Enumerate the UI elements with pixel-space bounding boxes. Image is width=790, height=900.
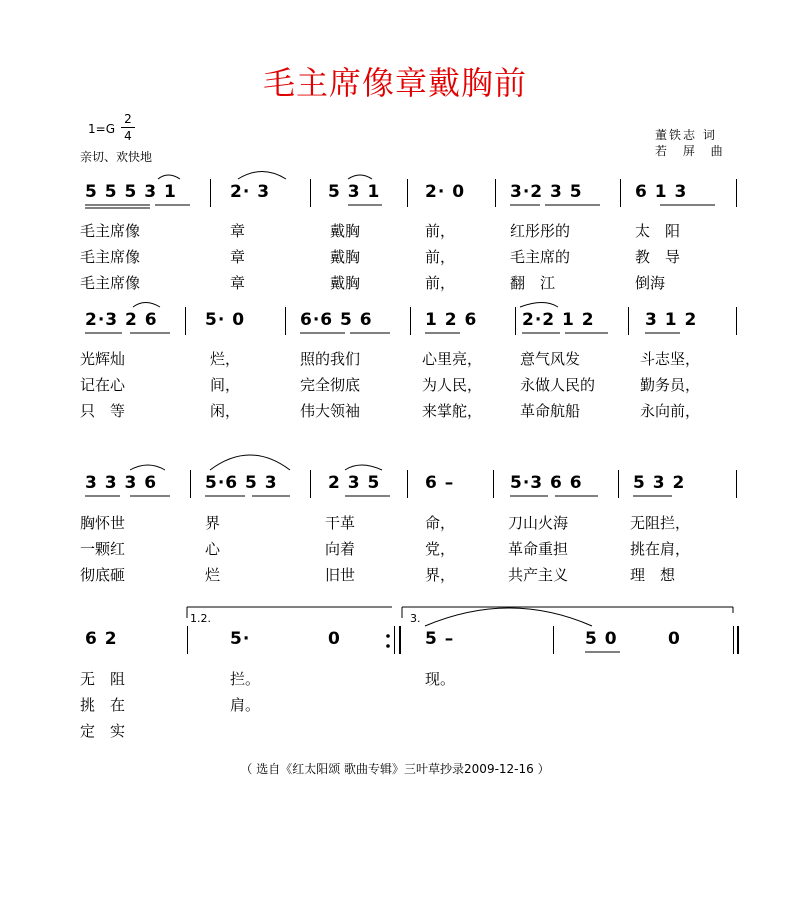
volta-3: 3. [410, 612, 421, 625]
time-signature-top: 2 [124, 112, 132, 126]
measure: 6·6 5 6 [300, 310, 373, 330]
measure: 0 [668, 629, 681, 649]
lyric-line: 只 等 闲， 伟大领袖 来掌舵， 革命航船 永向前， [80, 402, 701, 420]
measure: 5·3 6 6 [510, 473, 583, 493]
measure: 5 3 1 [328, 182, 381, 202]
lyric-line: 毛主席像 章 戴胸 前， 翻 江 倒海 [80, 274, 666, 292]
song-title: 毛主席像章戴胸前 [262, 64, 527, 102]
measure: 3·2 3 5 [510, 182, 583, 202]
measure: 2·3 2 6 [85, 310, 158, 330]
measure: 5 – [425, 629, 455, 649]
measure: 6 2 [85, 629, 118, 649]
time-signature [121, 112, 135, 143]
lyric-line: 光辉灿 烂， 照的我们 心里亮， 意气风发 斗志坚， [80, 350, 701, 368]
time-signature-bottom: 4 [124, 129, 132, 143]
composer-credit: 若 屏 曲 [655, 144, 729, 158]
measure: 3 3 3 6 [85, 473, 158, 493]
measure: 5 0 [585, 629, 618, 649]
staff-system-4 [0, 628, 790, 652]
tempo-marking: 亲切、欢快地 [80, 150, 153, 164]
measure: 2·2 1 2 [522, 310, 595, 330]
measure: 5· 0 [205, 310, 246, 330]
measure: 2· 0 [425, 182, 466, 202]
measure: 1 2 6 [425, 310, 478, 330]
lyricist-credit: 董铁志 词 [655, 128, 717, 142]
key-signature: 1=G [88, 122, 115, 136]
measure: 6 1 3 [635, 182, 688, 202]
measure: 3 1 2 [645, 310, 698, 330]
volta-1-2: 1.2. [190, 612, 211, 625]
lyric-line: 定 实 [80, 722, 126, 740]
lyric-line: 胸怀世 界 干革 命， 刀山火海 无阻拦， [80, 514, 691, 532]
measure: 5· [230, 629, 251, 649]
measure: 5·6 5 3 [205, 473, 278, 493]
lyric-line: 无 阻 拦。 现。 [80, 670, 456, 688]
measure: 5 5 5 3 1 [85, 182, 177, 202]
lyric-line: 一颗红 心 向着 党， 革命重担 挑在肩， [80, 540, 691, 558]
lyric-line: 彻底砸 烂 旧世 界， 共产主义 理 想 [80, 566, 676, 584]
lyric-line: 挑 在 肩。 [80, 696, 261, 714]
measure: 6 – [425, 473, 455, 493]
staff-system-2 [0, 309, 790, 333]
source-footer: （ 选自《红太阳颂 歌曲专辑》三叶草抄录2009-12-16 ） [240, 762, 550, 776]
lyric-line: 毛主席像 章 戴胸 前， 红彤彤的 太 阳 [80, 222, 681, 240]
measure: 5 3 2 [633, 473, 686, 493]
lyric-line: 毛主席像 章 戴胸 前， 毛主席的 教 导 [80, 248, 681, 266]
measure: 0 [328, 629, 341, 649]
measure: 2 3 5 [328, 473, 381, 493]
staff-system-1 [0, 181, 790, 205]
lyric-line: 记在心 间， 完全彻底 为人民， 永做人民的 勤务员， [80, 376, 701, 394]
staff-system-3 [0, 472, 790, 496]
measure: 2· 3 [230, 182, 271, 202]
